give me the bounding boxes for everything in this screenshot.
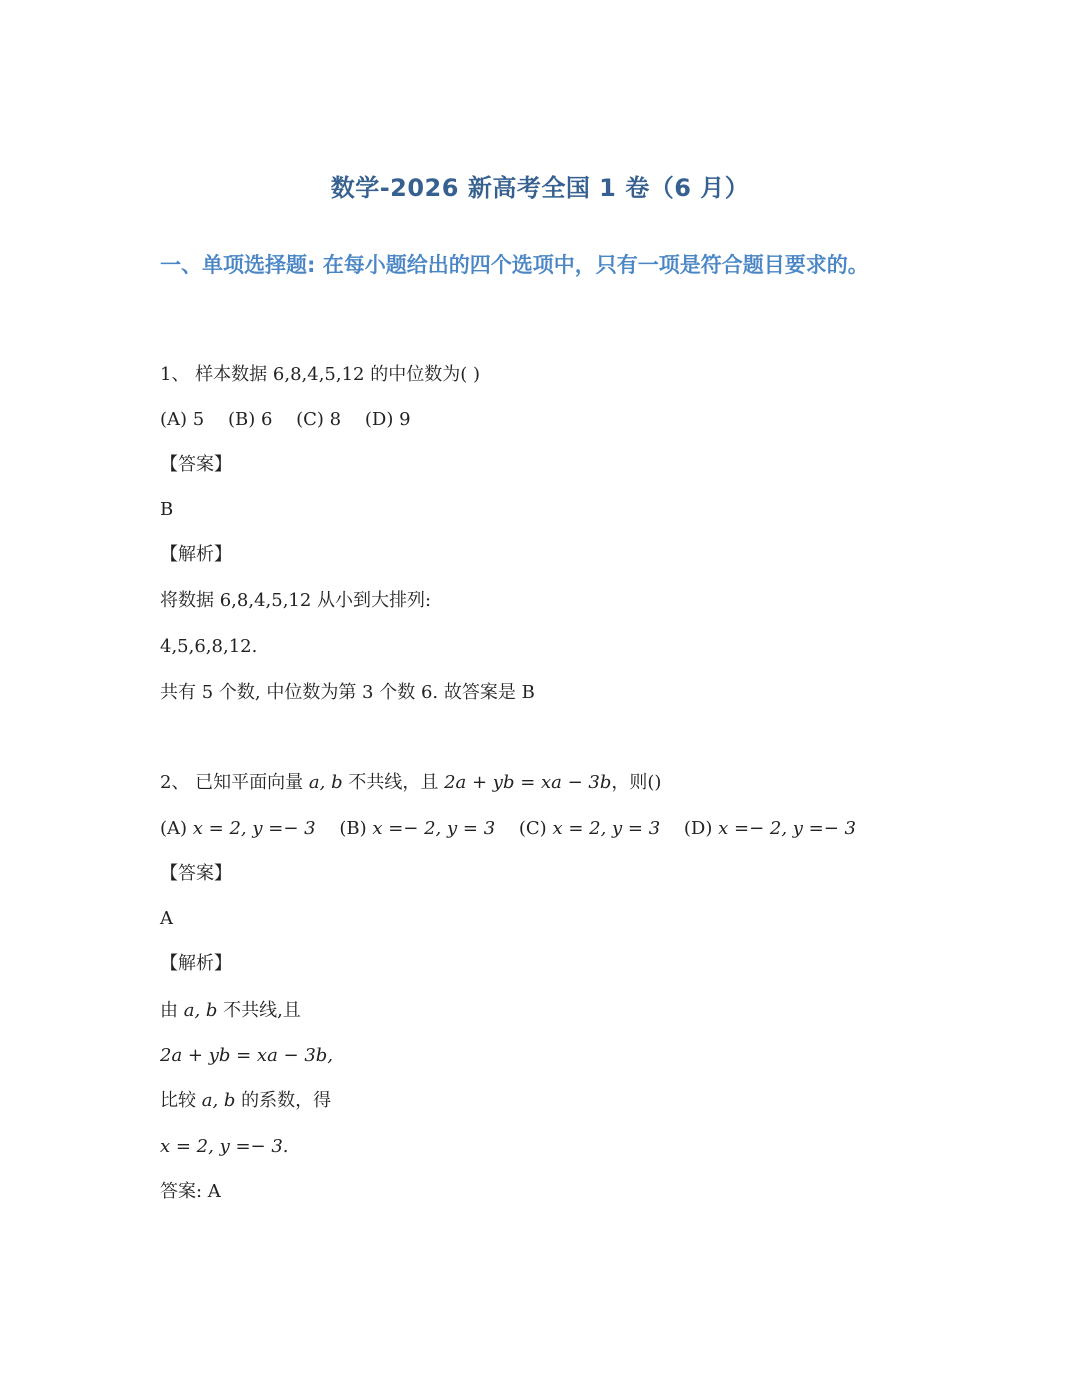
section-heading: 一、单项选择题: 在每小题给出的四个选项中，只有一项是符合题目要求的。 [160,253,869,277]
q1-option-b: (B) 6 [227,409,273,430]
q2-answer-label: 【答案】 [160,863,232,884]
q2-final-answer: 答案: A [160,1181,221,1202]
q2-question [160,770,661,796]
q1-answer: B [160,499,174,520]
q1-analysis-line-1: 将数据 6,8,4,5,12 从小到大排列: [160,590,432,611]
q1-option-d: (D) 9 [364,409,411,430]
q2-option-b: (B) x =− 2, y = 3 [339,818,496,839]
q2-question-mid: 不共线，且 [348,772,439,793]
q2-option-d: (D) x =− 2, y =− 3 [683,818,857,839]
q1-analysis-label: 【解析】 [160,544,232,565]
q1-question: 1、 样本数据 6,8,4,5,12 的中位数为( ) [160,364,480,385]
q2-analysis-line-2: 2a + yb = xa − 3b, [160,1045,334,1066]
q1-option-a: (A) 5 [160,409,205,430]
q2-option-c: (C) x = 2, y = 3 [518,818,661,839]
page-title: 数学-2026 新高考全国 1 卷（6 月） [330,174,750,202]
q1-analysis-line-3: 共有 5 个数, 中位数为第 3 个数 6. 故答案是 B [160,682,535,703]
q1-options [160,407,429,433]
q2-question-vars: a, b [308,772,343,793]
q1-answer-label: 【答案】 [160,454,232,475]
q1-option-c: (C) 8 [296,409,342,430]
q2-analysis-line-3: 比较 a, b 的系数，得 [160,1090,332,1111]
q2-options [160,816,874,842]
q2-answer: A [160,908,173,929]
q2-question-prefix: 2、 已知平面向量 [160,772,304,793]
q2-option-a: (A) x = 2, y =− 3 [160,818,316,839]
q2-analysis-label: 【解析】 [160,953,232,974]
q2-analysis-line-4: x = 2, y =− 3. [160,1136,289,1157]
q2-analysis-line-1: 由 a, b 不共线,且 [160,1000,301,1021]
q2-question-equation: 2a + yb = xa − 3b [444,772,612,793]
q1-analysis-line-2: 4,5,6,8,12. [160,636,258,657]
q2-question-suffix: ，则() [611,772,662,793]
